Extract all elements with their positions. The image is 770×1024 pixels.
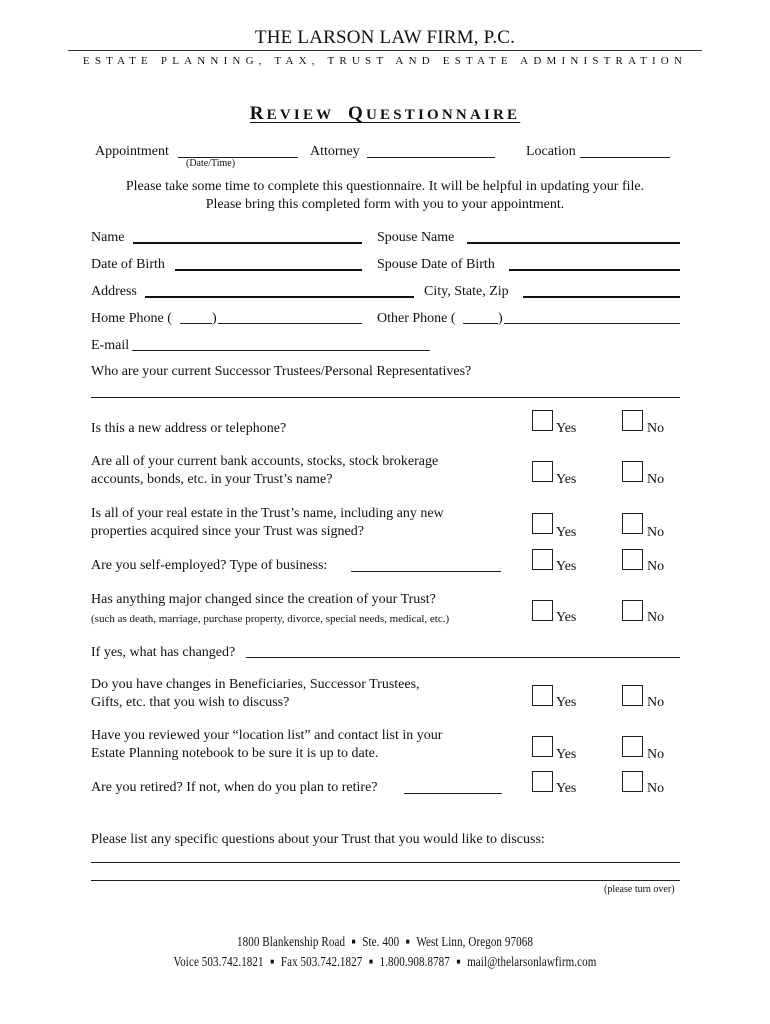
- q4-yes-checkbox[interactable]: [532, 549, 553, 570]
- question-accounts-line-2: accounts, bonds, etc. in your Trust’s name?: [91, 472, 333, 487]
- q3-no-checkbox[interactable]: [622, 513, 643, 534]
- address-field[interactable]: [145, 296, 414, 298]
- home-phone-area-field[interactable]: [180, 323, 212, 324]
- name-label: Name: [91, 230, 125, 245]
- dob-field[interactable]: [175, 269, 362, 271]
- firm-tagline: ESTATE PLANNING, TAX, TRUST AND ESTATE ADMINISTRATION: [82, 55, 688, 67]
- business-type-field[interactable]: [351, 571, 501, 572]
- footer-toll-free: 1.800.908.8787: [379, 954, 450, 969]
- q7-no-checkbox[interactable]: [622, 736, 643, 757]
- footer-voice: Voice 503.742.1821: [173, 954, 264, 969]
- question-retired: Are you retired? If not, when do you plan to retire?: [91, 780, 378, 795]
- q1-no-checkbox[interactable]: [622, 410, 643, 431]
- q8-no-checkbox[interactable]: [622, 771, 643, 792]
- question-location-list-line-1: Have you reviewed your “location list” and contact list in your: [91, 728, 443, 743]
- footer-separator-icon: ■: [456, 957, 461, 966]
- footer-separator-icon: ■: [351, 937, 356, 946]
- q3-no-label: No: [647, 525, 665, 540]
- question-real-estate-line-1: Is all of your real estate in the Trust’s name, including any new: [91, 506, 444, 521]
- q1-no-label: No: [647, 421, 665, 436]
- footer-suite: Ste. 400: [362, 934, 400, 949]
- spouse-dob-field[interactable]: [509, 269, 680, 271]
- page-title: [0, 103, 770, 125]
- q6-no-label: No: [647, 695, 665, 710]
- attorney-label: Attorney: [310, 144, 360, 159]
- what-changed-field[interactable]: [246, 657, 680, 658]
- q2-yes-checkbox[interactable]: [532, 461, 553, 482]
- q3-yes-checkbox[interactable]: [532, 513, 553, 534]
- other-phone-number-field[interactable]: [504, 323, 680, 324]
- q7-yes-checkbox[interactable]: [532, 736, 553, 757]
- q8-no-label: No: [647, 781, 665, 796]
- question-beneficiaries-line-1: Do you have changes in Beneficiaries, Successor Trustees,: [91, 677, 420, 692]
- q8-yes-checkbox[interactable]: [532, 771, 553, 792]
- location-label: Location: [526, 144, 576, 159]
- attorney-field[interactable]: [367, 157, 495, 158]
- footer-address: [69, 934, 700, 950]
- dob-label: Date of Birth: [91, 257, 165, 272]
- home-phone-number-field[interactable]: [218, 323, 362, 324]
- q5-yes-checkbox[interactable]: [532, 600, 553, 621]
- intro-line-1: Please take some time to complete this questionnaire. It will be helpful in updating your file.: [125, 179, 645, 194]
- footer-fax: Fax 503.742.1827: [280, 954, 363, 969]
- question-self-employed: Are you self-employed? Type of business:: [91, 558, 328, 573]
- email-label: E-mail: [91, 338, 130, 353]
- retire-date-field[interactable]: [404, 793, 502, 794]
- trustees-question: Who are your current Successor Trustees/Personal Representatives?: [91, 364, 472, 379]
- footer-contact: [69, 954, 700, 970]
- spouse-name-field[interactable]: [467, 242, 680, 244]
- title-word-1: EVIEW: [266, 107, 335, 123]
- question-specific-questions: Please list any specific questions about your Trust that you would like to discuss:: [91, 832, 545, 847]
- q4-yes-label: Yes: [556, 559, 577, 574]
- q2-yes-label: Yes: [556, 472, 577, 487]
- spouse-dob-label: Spouse Date of Birth: [377, 257, 495, 272]
- specific-questions-line-2[interactable]: [91, 880, 680, 881]
- email-field[interactable]: [132, 350, 430, 351]
- city-state-zip-label: City, State, Zip: [424, 284, 509, 299]
- q2-no-checkbox[interactable]: [622, 461, 643, 482]
- home-phone-label: Home Phone (: [91, 311, 172, 326]
- question-what-changed: If yes, what has changed?: [91, 645, 236, 660]
- other-phone-label: Other Phone (: [377, 311, 456, 326]
- q6-yes-label: Yes: [556, 695, 577, 710]
- question-beneficiaries-line-2: Gifts, etc. that you wish to discuss?: [91, 695, 290, 710]
- q4-no-label: No: [647, 559, 665, 574]
- footer-email[interactable]: mail@thelarsonlawfirm.com: [467, 954, 597, 969]
- intro-line-2: Please bring this completed form with you to your appointment.: [205, 197, 565, 212]
- specific-questions-line-1[interactable]: [91, 862, 680, 863]
- other-phone-area-field[interactable]: [463, 323, 498, 324]
- firm-name: THE LARSON LAW FIRM, P.C.: [254, 27, 516, 48]
- q4-no-checkbox[interactable]: [622, 549, 643, 570]
- datetime-hint: (Date/Time): [186, 158, 236, 169]
- address-label: Address: [91, 284, 137, 299]
- question-major-change-note: (such as death, marriage, purchase property, divorce, special needs, medical, etc.): [91, 613, 450, 625]
- q7-yes-label: Yes: [556, 747, 577, 762]
- footer-separator-icon: ■: [405, 937, 410, 946]
- q3-yes-label: Yes: [556, 525, 577, 540]
- trustees-answer-line[interactable]: [91, 397, 680, 398]
- footer-street: 1800 Blankenship Road: [236, 934, 346, 949]
- question-real-estate-line-2: properties acquired since your Trust was signed?: [91, 524, 364, 539]
- spouse-name-label: Spouse Name: [377, 230, 455, 245]
- q2-no-label: No: [647, 472, 665, 487]
- question-accounts-line-1: Are all of your current bank accounts, stocks, stock brokerage: [91, 454, 439, 469]
- q1-yes-checkbox[interactable]: [532, 410, 553, 431]
- home-phone-close-paren: ): [212, 311, 217, 326]
- question-new-address: Is this a new address or telephone?: [91, 421, 287, 436]
- q5-yes-label: Yes: [556, 610, 577, 625]
- turn-over-note: (please turn over): [604, 884, 675, 895]
- location-field[interactable]: [580, 157, 670, 158]
- other-phone-close-paren: ): [498, 311, 503, 326]
- appointment-label: Appointment: [95, 144, 169, 159]
- q6-yes-checkbox[interactable]: [532, 685, 553, 706]
- question-location-list-line-2: Estate Planning notebook to be sure it is up to date.: [91, 746, 379, 761]
- title-initial-q: Q: [348, 103, 366, 124]
- q7-no-label: No: [647, 747, 665, 762]
- header-divider: [68, 50, 702, 51]
- name-field[interactable]: [133, 242, 362, 244]
- q5-no-checkbox[interactable]: [622, 600, 643, 621]
- q6-no-checkbox[interactable]: [622, 685, 643, 706]
- footer-separator-icon: ■: [270, 957, 275, 966]
- question-major-change: Has anything major changed since the creation of your Trust?: [91, 592, 436, 607]
- q8-yes-label: Yes: [556, 781, 577, 796]
- footer-city: West Linn, Oregon 97068: [416, 934, 533, 949]
- city-state-zip-field[interactable]: [523, 296, 680, 298]
- q5-no-label: No: [647, 610, 665, 625]
- title-word-2: UESTIONNAIRE: [365, 107, 521, 123]
- title-initial-r: R: [249, 103, 267, 124]
- footer-separator-icon: ■: [368, 957, 374, 966]
- q1-yes-label: Yes: [556, 421, 577, 436]
